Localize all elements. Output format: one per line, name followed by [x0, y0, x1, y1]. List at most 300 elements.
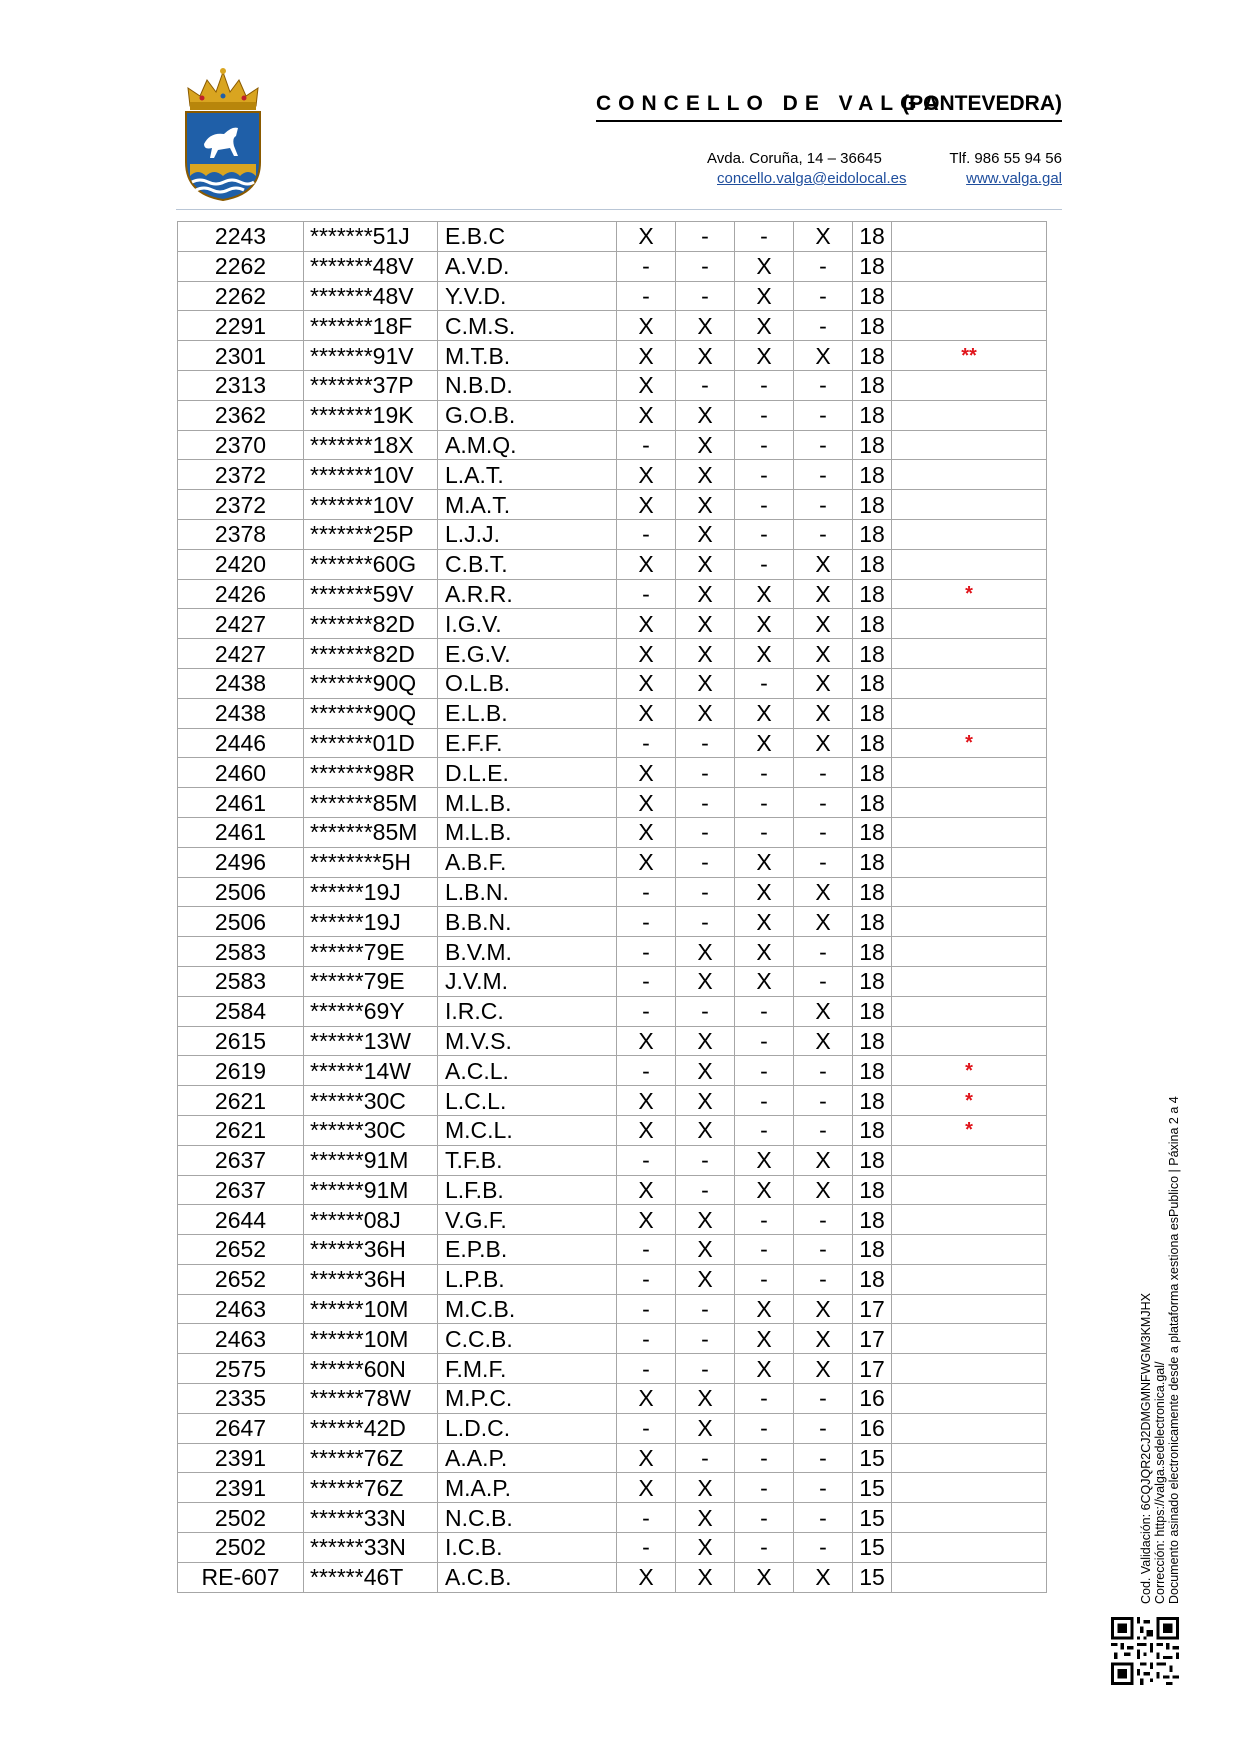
mark-col-3-cell: X: [735, 341, 794, 371]
masked-id-cell: *******90Q: [304, 698, 438, 728]
mark-col-2-cell: X: [676, 1056, 735, 1086]
record-number-cell: 2372: [178, 490, 304, 520]
mark-col-4-cell: -: [794, 1533, 853, 1563]
mark-col-1-cell: -: [617, 1056, 676, 1086]
mark-col-2-cell: X: [676, 1086, 735, 1116]
initials-cell: I.G.V.: [438, 609, 617, 639]
record-number-cell: 2427: [178, 609, 304, 639]
mark-col-1-cell: -: [617, 1354, 676, 1384]
mark-col-4-cell: X: [794, 579, 853, 609]
note-mark-cell: [892, 1145, 1047, 1175]
municipality-title: CONCELLO DE VALGA: [596, 92, 946, 115]
record-number-cell: 2301: [178, 341, 304, 371]
score-cell: 17: [853, 1354, 892, 1384]
mark-col-1-cell: -: [617, 728, 676, 758]
mark-col-3-cell: -: [735, 1264, 794, 1294]
masked-id-cell: *******10V: [304, 460, 438, 490]
mark-col-1-cell: X: [617, 1115, 676, 1145]
note-mark-cell: **: [892, 341, 1047, 371]
mark-col-2-cell: -: [676, 251, 735, 281]
mark-col-4-cell: X: [794, 1354, 853, 1384]
table-row: [178, 222, 1047, 252]
mark-col-3-cell: -: [735, 788, 794, 818]
mark-col-4-cell: X: [794, 1145, 853, 1175]
note-mark-cell: [892, 251, 1047, 281]
mark-col-4-cell: -: [794, 1443, 853, 1473]
mark-col-2-cell: X: [676, 1503, 735, 1533]
mark-col-3-cell: -: [735, 490, 794, 520]
masked-id-cell: *******48V: [304, 251, 438, 281]
note-mark-cell: [892, 311, 1047, 341]
table-row: [178, 728, 1047, 758]
table-row: [178, 1384, 1047, 1414]
mark-col-4-cell: X: [794, 639, 853, 669]
masked-id-cell: ******30C: [304, 1086, 438, 1116]
mark-col-4-cell: -: [794, 1413, 853, 1443]
mark-col-3-cell: X: [735, 698, 794, 728]
masked-id-cell: ******78W: [304, 1384, 438, 1414]
mark-col-3-cell: -: [735, 1533, 794, 1563]
mark-col-2-cell: -: [676, 788, 735, 818]
phone-text: Tlf. 986 55 94 56: [949, 150, 1062, 167]
table-row: [178, 1354, 1047, 1384]
note-mark-cell: [892, 966, 1047, 996]
mark-col-1-cell: -: [617, 281, 676, 311]
score-cell: 15: [853, 1533, 892, 1563]
score-cell: 18: [853, 1175, 892, 1205]
initials-cell: A.M.Q.: [438, 430, 617, 460]
mark-col-2-cell: -: [676, 758, 735, 788]
mark-col-4-cell: X: [794, 609, 853, 639]
table-row: [178, 460, 1047, 490]
initials-cell: M.L.B.: [438, 817, 617, 847]
email-link[interactable]: concello.valga@eidolocal.es: [717, 170, 907, 187]
initials-cell: M.A.T.: [438, 490, 617, 520]
mark-col-1-cell: X: [617, 549, 676, 579]
table-row: [178, 758, 1047, 788]
note-mark-cell: [892, 519, 1047, 549]
score-cell: 18: [853, 639, 892, 669]
mark-col-2-cell: -: [676, 877, 735, 907]
initials-cell: M.C.L.: [438, 1115, 617, 1145]
mark-col-2-cell: X: [676, 698, 735, 728]
note-mark-cell: [892, 1562, 1047, 1592]
mark-col-3-cell: -: [735, 1443, 794, 1473]
mark-col-4-cell: -: [794, 758, 853, 788]
mark-col-4-cell: X: [794, 1175, 853, 1205]
mark-col-2-cell: -: [676, 1175, 735, 1205]
note-mark-cell: [892, 222, 1047, 252]
mark-col-4-cell: X: [794, 698, 853, 728]
table-row: [178, 847, 1047, 877]
mark-col-3-cell: -: [735, 1205, 794, 1235]
record-number-cell: 2391: [178, 1473, 304, 1503]
initials-cell: V.G.F.: [438, 1205, 617, 1235]
masked-id-cell: ******36H: [304, 1235, 438, 1265]
record-number-cell: 2575: [178, 1354, 304, 1384]
table-row: [178, 1145, 1047, 1175]
score-cell: 17: [853, 1324, 892, 1354]
mark-col-2-cell: -: [676, 370, 735, 400]
masked-id-cell: *******01D: [304, 728, 438, 758]
record-number-cell: 2583: [178, 937, 304, 967]
mark-col-4-cell: -: [794, 1115, 853, 1145]
table-row: [178, 1562, 1047, 1592]
record-number-cell: 2372: [178, 460, 304, 490]
note-mark-cell: [892, 937, 1047, 967]
mark-col-4-cell: -: [794, 251, 853, 281]
mark-col-3-cell: X: [735, 847, 794, 877]
masked-id-cell: ******76Z: [304, 1443, 438, 1473]
mark-col-3-cell: -: [735, 549, 794, 579]
score-cell: 15: [853, 1473, 892, 1503]
record-number-cell: 2652: [178, 1235, 304, 1265]
mark-col-2-cell: X: [676, 400, 735, 430]
initials-cell: L.C.L.: [438, 1086, 617, 1116]
table-row: [178, 1443, 1047, 1473]
mark-col-3-cell: -: [735, 1056, 794, 1086]
table-row: [178, 1413, 1047, 1443]
initials-cell: A.V.D.: [438, 251, 617, 281]
mark-col-2-cell: X: [676, 579, 735, 609]
mark-col-3-cell: X: [735, 609, 794, 639]
masked-id-cell: *******91V: [304, 341, 438, 371]
note-mark-cell: [892, 549, 1047, 579]
mark-col-3-cell: X: [735, 311, 794, 341]
note-mark-cell: [892, 400, 1047, 430]
mark-col-1-cell: X: [617, 1026, 676, 1056]
record-number-cell: 2621: [178, 1115, 304, 1145]
initials-cell: B.B.N.: [438, 907, 617, 937]
score-cell: 18: [853, 996, 892, 1026]
mark-col-1-cell: X: [617, 1562, 676, 1592]
record-number-cell: 2496: [178, 847, 304, 877]
qr-code-icon: [1111, 1617, 1179, 1685]
mark-col-1-cell: -: [617, 579, 676, 609]
initials-cell: T.F.B.: [438, 1145, 617, 1175]
masked-id-cell: ******08J: [304, 1205, 438, 1235]
mark-col-4-cell: -: [794, 311, 853, 341]
mark-col-4-cell: -: [794, 400, 853, 430]
mark-col-3-cell: -: [735, 1026, 794, 1056]
mark-col-2-cell: X: [676, 966, 735, 996]
record-number-cell: 2446: [178, 728, 304, 758]
mark-col-4-cell: -: [794, 937, 853, 967]
mark-col-1-cell: X: [617, 817, 676, 847]
mark-col-2-cell: -: [676, 281, 735, 311]
mark-col-1-cell: -: [617, 519, 676, 549]
mark-col-1-cell: X: [617, 1473, 676, 1503]
validation-side-text: [1139, 1084, 1199, 1604]
masked-id-cell: *******90Q: [304, 668, 438, 698]
masked-id-cell: ******42D: [304, 1413, 438, 1443]
mark-col-1-cell: X: [617, 698, 676, 728]
note-mark-cell: [892, 430, 1047, 460]
note-mark-cell: *: [892, 1115, 1047, 1145]
mark-col-4-cell: X: [794, 1324, 853, 1354]
score-cell: 18: [853, 519, 892, 549]
initials-cell: E.B.C: [438, 222, 617, 252]
mark-col-4-cell: -: [794, 1056, 853, 1086]
mark-col-2-cell: X: [676, 1473, 735, 1503]
initials-cell: E.L.B.: [438, 698, 617, 728]
mark-col-3-cell: -: [735, 758, 794, 788]
note-mark-cell: [892, 1324, 1047, 1354]
initials-cell: A.A.P.: [438, 1443, 617, 1473]
record-number-cell: 2438: [178, 698, 304, 728]
mark-col-2-cell: -: [676, 996, 735, 1026]
mark-col-4-cell: -: [794, 1086, 853, 1116]
masked-id-cell: ******69Y: [304, 996, 438, 1026]
mark-col-2-cell: X: [676, 668, 735, 698]
mark-col-3-cell: X: [735, 1145, 794, 1175]
mark-col-1-cell: X: [617, 758, 676, 788]
score-cell: 15: [853, 1503, 892, 1533]
masked-id-cell: ******13W: [304, 1026, 438, 1056]
mark-col-1-cell: -: [617, 966, 676, 996]
masked-id-cell: ******10M: [304, 1294, 438, 1324]
masked-id-cell: ******33N: [304, 1533, 438, 1563]
initials-cell: O.L.B.: [438, 668, 617, 698]
initials-cell: G.O.B.: [438, 400, 617, 430]
mark-col-3-cell: X: [735, 907, 794, 937]
masked-id-cell: *******85M: [304, 788, 438, 818]
mark-col-3-cell: X: [735, 877, 794, 907]
table-row: [178, 996, 1047, 1026]
note-mark-cell: [892, 1354, 1047, 1384]
masked-id-cell: ******79E: [304, 937, 438, 967]
note-mark-cell: [892, 698, 1047, 728]
initials-cell: L.F.B.: [438, 1175, 617, 1205]
score-cell: 18: [853, 341, 892, 371]
mark-col-4-cell: X: [794, 668, 853, 698]
score-cell: 18: [853, 907, 892, 937]
score-cell: 18: [853, 490, 892, 520]
mark-col-2-cell: X: [676, 1413, 735, 1443]
score-cell: 16: [853, 1384, 892, 1414]
score-cell: 18: [853, 1115, 892, 1145]
mark-col-3-cell: X: [735, 251, 794, 281]
initials-cell: A.C.B.: [438, 1562, 617, 1592]
mark-col-2-cell: X: [676, 430, 735, 460]
table-row: [178, 430, 1047, 460]
record-number-cell: 2619: [178, 1056, 304, 1086]
mark-col-2-cell: -: [676, 817, 735, 847]
mark-col-1-cell: X: [617, 788, 676, 818]
initials-cell: J.V.M.: [438, 966, 617, 996]
score-cell: 18: [853, 1086, 892, 1116]
score-cell: 18: [853, 579, 892, 609]
mark-col-2-cell: X: [676, 549, 735, 579]
score-cell: 15: [853, 1562, 892, 1592]
header-divider: [176, 209, 1062, 210]
record-number-cell: 2615: [178, 1026, 304, 1056]
masked-id-cell: *******60G: [304, 549, 438, 579]
masked-id-cell: *******82D: [304, 609, 438, 639]
mark-col-1-cell: X: [617, 639, 676, 669]
score-cell: 18: [853, 728, 892, 758]
mark-col-4-cell: -: [794, 847, 853, 877]
table-row: [178, 311, 1047, 341]
masked-id-cell: *******10V: [304, 490, 438, 520]
mark-col-4-cell: X: [794, 728, 853, 758]
masked-id-cell: ******10M: [304, 1324, 438, 1354]
masked-id-cell: *******98R: [304, 758, 438, 788]
note-mark-cell: [892, 877, 1047, 907]
initials-cell: C.B.T.: [438, 549, 617, 579]
initials-cell: I.R.C.: [438, 996, 617, 1026]
table-row: [178, 519, 1047, 549]
note-mark-cell: [892, 370, 1047, 400]
masked-id-cell: ******19J: [304, 877, 438, 907]
mark-col-1-cell: -: [617, 1324, 676, 1354]
note-mark-cell: [892, 609, 1047, 639]
mark-col-1-cell: X: [617, 370, 676, 400]
masked-id-cell: ******91M: [304, 1145, 438, 1175]
score-cell: 18: [853, 400, 892, 430]
record-number-cell: 2506: [178, 877, 304, 907]
score-cell: 18: [853, 311, 892, 341]
masked-id-cell: ******33N: [304, 1503, 438, 1533]
score-cell: 18: [853, 549, 892, 579]
masked-id-cell: ******30C: [304, 1115, 438, 1145]
table-row: [178, 549, 1047, 579]
mark-col-3-cell: X: [735, 937, 794, 967]
mark-col-4-cell: -: [794, 1205, 853, 1235]
mark-col-4-cell: X: [794, 996, 853, 1026]
mark-col-2-cell: -: [676, 907, 735, 937]
mark-col-1-cell: X: [617, 460, 676, 490]
initials-cell: L.B.N.: [438, 877, 617, 907]
initials-cell: M.T.B.: [438, 341, 617, 371]
initials-cell: L.A.T.: [438, 460, 617, 490]
record-number-cell: 2438: [178, 668, 304, 698]
mark-col-2-cell: X: [676, 609, 735, 639]
score-cell: 17: [853, 1294, 892, 1324]
mark-col-1-cell: X: [617, 490, 676, 520]
mark-col-3-cell: -: [735, 1086, 794, 1116]
table-row: [178, 1205, 1047, 1235]
record-number-cell: 2420: [178, 549, 304, 579]
masked-id-cell: ******14W: [304, 1056, 438, 1086]
signature-note: Documento asinado electronicamente desde a plataforma xestiona esPublico | Páxina 2 a 4: [1167, 1096, 1181, 1604]
note-mark-cell: [892, 758, 1047, 788]
website-link[interactable]: www.valga.gal: [966, 170, 1062, 187]
table-row: [178, 1235, 1047, 1265]
record-number-cell: 2391: [178, 1443, 304, 1473]
masked-id-cell: ******46T: [304, 1562, 438, 1592]
score-cell: 18: [853, 1145, 892, 1175]
mark-col-2-cell: -: [676, 728, 735, 758]
note-mark-cell: *: [892, 579, 1047, 609]
score-cell: 16: [853, 1413, 892, 1443]
masked-id-cell: ******76Z: [304, 1473, 438, 1503]
correction-url: Corrección: https://valga.sedelectronica.gal/: [1153, 1361, 1167, 1604]
masked-id-cell: *******48V: [304, 281, 438, 311]
score-cell: 18: [853, 1264, 892, 1294]
mark-col-3-cell: -: [735, 1384, 794, 1414]
score-cell: 18: [853, 698, 892, 728]
record-number-cell: 2262: [178, 251, 304, 281]
table-row: [178, 1533, 1047, 1563]
municipal-crest-logo: [180, 66, 266, 202]
mark-col-4-cell: -: [794, 1384, 853, 1414]
record-number-cell: 2644: [178, 1205, 304, 1235]
mark-col-1-cell: -: [617, 1294, 676, 1324]
mark-col-1-cell: -: [617, 1235, 676, 1265]
record-number-cell: 2313: [178, 370, 304, 400]
initials-cell: F.M.F.: [438, 1354, 617, 1384]
mark-col-2-cell: -: [676, 222, 735, 252]
note-mark-cell: [892, 1175, 1047, 1205]
table-row: [178, 609, 1047, 639]
mark-col-4-cell: X: [794, 877, 853, 907]
mark-col-1-cell: -: [617, 996, 676, 1026]
mark-col-3-cell: -: [735, 400, 794, 430]
table-row: [178, 788, 1047, 818]
mark-col-3-cell: -: [735, 1473, 794, 1503]
mark-col-4-cell: X: [794, 549, 853, 579]
initials-cell: N.C.B.: [438, 1503, 617, 1533]
initials-cell: E.F.F.: [438, 728, 617, 758]
note-mark-cell: [892, 1026, 1047, 1056]
initials-cell: E.P.B.: [438, 1235, 617, 1265]
mark-col-2-cell: X: [676, 341, 735, 371]
mark-col-2-cell: X: [676, 1384, 735, 1414]
note-mark-cell: [892, 817, 1047, 847]
mark-col-1-cell: -: [617, 1145, 676, 1175]
note-mark-cell: [892, 1235, 1047, 1265]
mark-col-4-cell: X: [794, 341, 853, 371]
mark-col-2-cell: X: [676, 1235, 735, 1265]
mark-col-2-cell: X: [676, 1026, 735, 1056]
mark-col-4-cell: -: [794, 1473, 853, 1503]
mark-col-2-cell: X: [676, 1562, 735, 1592]
mark-col-1-cell: -: [617, 1264, 676, 1294]
table-row: [178, 281, 1047, 311]
note-mark-cell: *: [892, 728, 1047, 758]
score-cell: 18: [853, 966, 892, 996]
mark-col-3-cell: -: [735, 519, 794, 549]
score-cell: 18: [853, 1056, 892, 1086]
score-cell: 18: [853, 877, 892, 907]
record-number-cell: 2502: [178, 1533, 304, 1563]
mark-col-2-cell: X: [676, 1205, 735, 1235]
note-mark-cell: *: [892, 1086, 1047, 1116]
record-number-cell: 2637: [178, 1175, 304, 1205]
mark-col-4-cell: -: [794, 490, 853, 520]
mark-col-1-cell: X: [617, 1205, 676, 1235]
mark-col-1-cell: X: [617, 311, 676, 341]
address-text: Avda. Coruña, 14 – 36645: [707, 150, 882, 167]
record-number-cell: 2460: [178, 758, 304, 788]
masked-id-cell: *******19K: [304, 400, 438, 430]
note-mark-cell: [892, 460, 1047, 490]
mark-col-4-cell: X: [794, 1294, 853, 1324]
table-row: [178, 1175, 1047, 1205]
masked-id-cell: *******59V: [304, 579, 438, 609]
mark-col-1-cell: -: [617, 937, 676, 967]
table-row: [178, 966, 1047, 996]
mark-col-4-cell: -: [794, 788, 853, 818]
mark-col-4-cell: X: [794, 1026, 853, 1056]
table-row: [178, 1473, 1047, 1503]
table-row: [178, 817, 1047, 847]
mark-col-2-cell: -: [676, 1294, 735, 1324]
note-mark-cell: [892, 996, 1047, 1026]
mark-col-2-cell: X: [676, 460, 735, 490]
masked-id-cell: *******25P: [304, 519, 438, 549]
